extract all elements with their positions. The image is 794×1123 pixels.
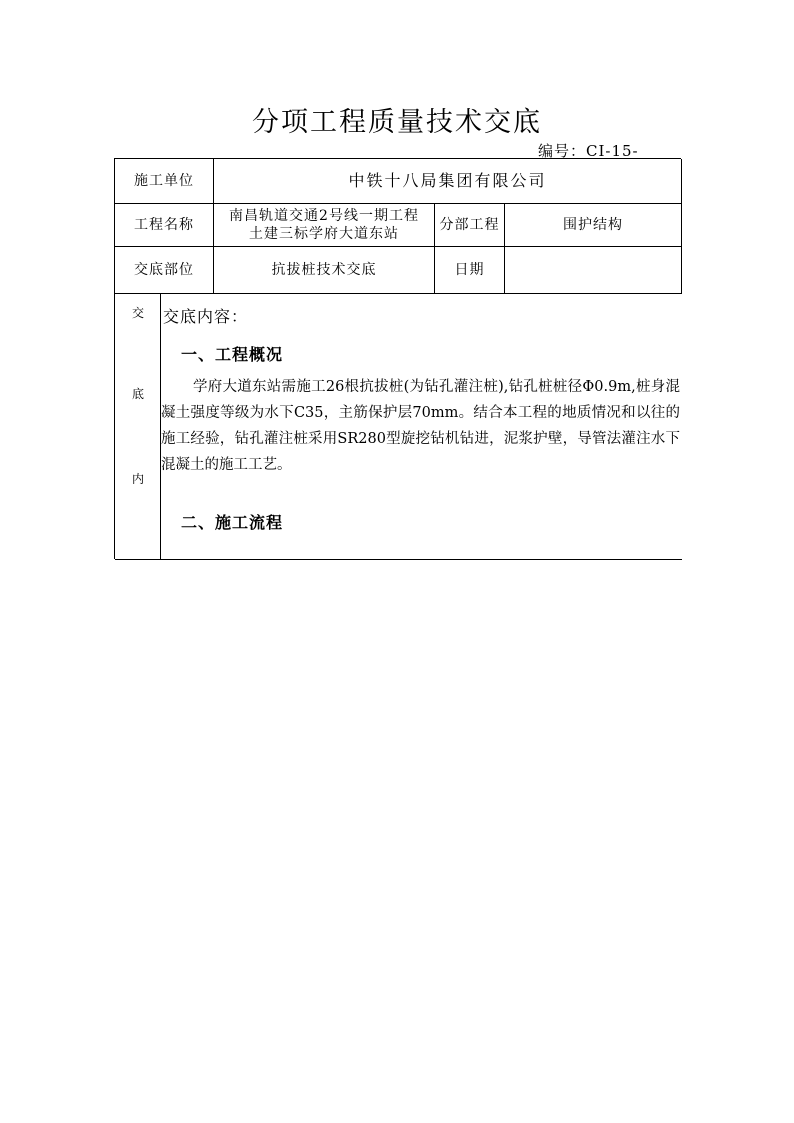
content-label: 交底内容： <box>163 307 249 326</box>
document-number: 编号：CⅠ-15- <box>538 142 639 160</box>
project-value <box>214 204 435 247</box>
content-body <box>161 294 682 560</box>
part-value: 抗拔桩技术交底 <box>214 247 435 294</box>
side-char: 交 <box>131 306 144 320</box>
sub-project-value: 围护结构 <box>505 204 682 247</box>
document-title: 分项工程质量技术交底 <box>252 107 542 138</box>
unit-value: 中铁十八局集团有限公司 <box>214 159 682 204</box>
date-label: 日期 <box>435 247 505 294</box>
project-value-line1: 南昌轨道交通2号线一期工程 <box>229 208 419 224</box>
unit-label: 施工单位 <box>115 159 214 204</box>
side-char: 内 <box>131 472 144 486</box>
side-char: 底 <box>131 387 144 401</box>
date-value <box>505 247 682 294</box>
content-side-label <box>115 294 161 560</box>
section2-heading: 二、施工流程 <box>181 513 284 532</box>
briefing-table <box>114 158 681 559</box>
part-label: 交底部位 <box>115 247 214 294</box>
section1-heading: 一、工程概况 <box>181 345 284 364</box>
project-label: 工程名称 <box>115 204 214 247</box>
project-value-line2: 土建三标学府大道东站 <box>249 226 399 242</box>
sub-project-label: 分部工程 <box>435 204 505 247</box>
section1-text: 学府大道东站需施工26根抗拔桩(为钻孔灌注桩),钻孔桩桩径Φ0.9m,桩身混凝土强度等级为水下C35，主筋保护层70mm。结合本工程的地质情况和以往的施工经验，钻孔灌注桩采用SR280型旋挖钻机钻进，泥浆护壁，导管法灌注水下混凝土的施工工艺。 <box>161 379 680 473</box>
